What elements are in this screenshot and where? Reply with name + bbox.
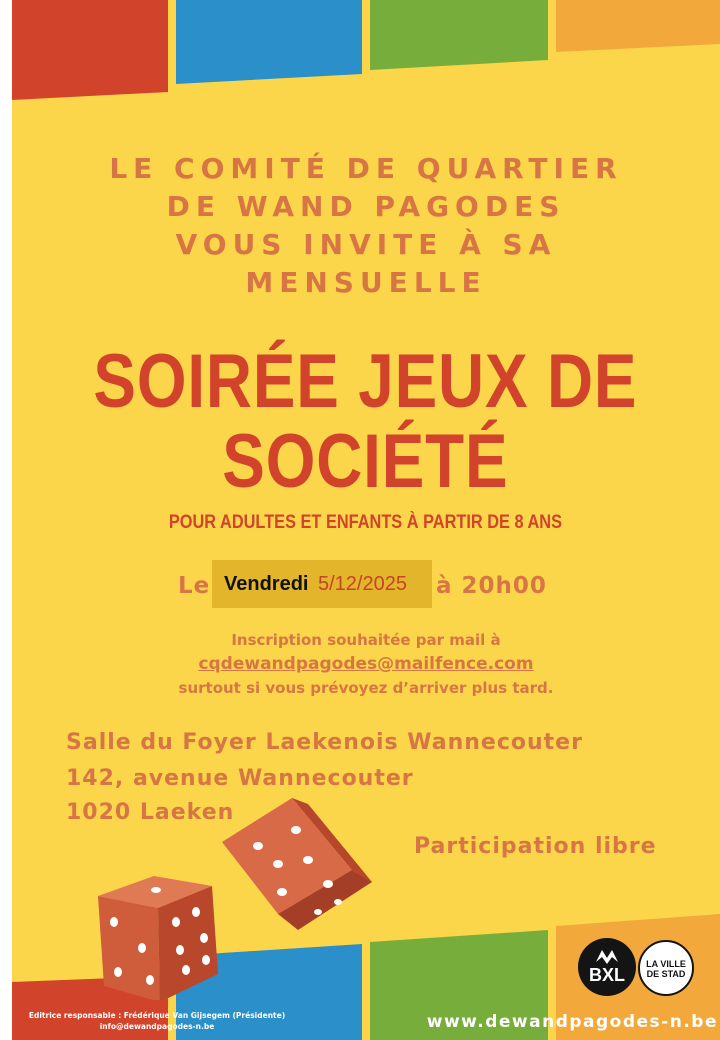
die-small	[98, 876, 218, 1000]
bxl-logo-text: BXL	[589, 965, 625, 985]
event-title-line-2: SOCIÉTÉ	[222, 419, 509, 504]
editor-name: Editrice responsable : Frédérique Van Gijsegem (Présidente)	[28, 1011, 286, 1020]
date-time: à 20h00	[436, 573, 547, 599]
ville-de-stad-logo	[638, 940, 694, 996]
invitation-line-3: VOUS INVITE À SA	[175, 228, 557, 261]
event-title-line-1: SOIRÉE JEUX DE	[93, 339, 638, 424]
invitation-text	[12, 150, 720, 302]
date-line	[12, 560, 720, 608]
event-title	[68, 339, 663, 504]
die-large	[222, 798, 372, 930]
audience-subtitle: POUR ADULTES ET ENFANTS À PARTIR DE 8 ANS	[168, 512, 562, 533]
participation-text: Participation libre	[414, 834, 657, 859]
invitation-line-1: LE COMITÉ DE QUARTIER	[109, 152, 623, 185]
address-venue: Salle du Foyer Laekenois Wannecouter	[66, 730, 583, 755]
editor-info	[12, 1010, 302, 1032]
editor-email: info@dewandpagodes-n.be	[99, 1022, 215, 1031]
block-red-top	[12, 0, 168, 100]
invitation-line-2: DE WAND PAGODES	[166, 190, 566, 223]
block-orange-top	[556, 0, 720, 52]
top-color-blocks	[12, 0, 720, 110]
registration-line-1: Inscription souhaitée par mail à	[231, 631, 501, 649]
invitation-line-4: MENSUELLE	[245, 266, 487, 299]
dice-illustration	[92, 790, 392, 1000]
block-blue-top	[176, 0, 362, 84]
registration-text	[12, 628, 720, 700]
date-prefix: Le	[178, 573, 211, 599]
website-link[interactable]: www.dewandpagodes-n.be	[426, 1012, 718, 1032]
address-street: 142, avenue Wannecouter	[66, 766, 414, 791]
registration-line-3: surtout si vous prévoyez d’arriver plus tard.	[178, 679, 554, 697]
date-day: Vendredi	[224, 573, 309, 595]
poster	[12, 0, 720, 1040]
block-green-top	[370, 0, 548, 70]
ville-logo-text: LA VILLE DE STAD	[646, 959, 686, 979]
date-value: 5/12/2025	[318, 573, 407, 595]
bxl-logo	[578, 938, 636, 996]
address-city: 1020 Laeken	[66, 800, 235, 825]
registration-email-link[interactable]: cqdewandpagodes@mailfence.com	[198, 654, 534, 674]
